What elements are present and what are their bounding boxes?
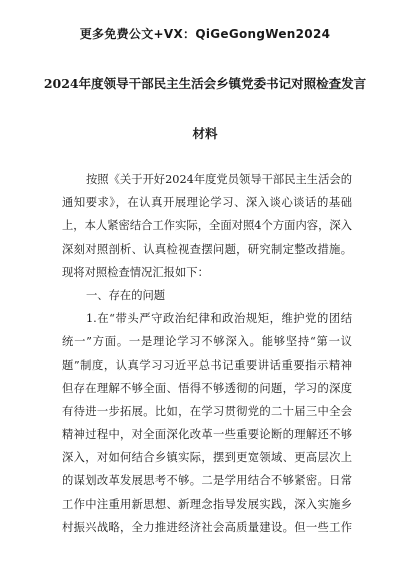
section-heading: 一、存在的问题 [86, 288, 166, 302]
body-line: 深刻对照剖析、认真检视查摆问题，研究制定整改措施。 [62, 242, 352, 256]
body-line: 精神过程中，对全面深化改革一些重要论断的理解还不够 [62, 428, 352, 442]
body-line: 村振兴战略，全力推进经济社会高质量建设。但一些工作 [62, 520, 352, 534]
body-line: 统一”方面。一是理论学习不够深入。能够坚持“第一议 [62, 335, 352, 349]
body-line: 通知要求》，在认真开展理论学习、深入谈心谈话的基础 [62, 196, 352, 210]
document-body [62, 168, 352, 539]
body-line: 有待进一步拓展。比如，在学习贯彻党的二十届三中全会 [62, 404, 352, 418]
document-title-line-2: 材料 [192, 126, 218, 141]
document-title-line-1: 2024年度领导干部民主生活会乡镇党委书记对照检查发言 [43, 76, 367, 91]
body-line: 1.在“带头严守政治纪律和政治规矩，维护党的团结 [86, 312, 352, 326]
body-line: 按照《关于开好2024年度党员领导干部民主生活会的 [86, 173, 352, 186]
body-line: 但存在理解不够全面、悟得不够透彻的问题，学习的深度 [62, 381, 352, 395]
body-line: 的谋划改革发展思考不够。二是学用结合不够紧密。日常 [62, 474, 352, 488]
watermark-header: 更多免费公文+VX：QiGeGongWen2024 [79, 27, 331, 41]
body-line: 上，本人紧密结合工作实际，全面对照4个方面内容，深入 [62, 219, 352, 233]
body-line: 题”制度，认真学习习近平总书记重要讲话重要指示精神 [62, 358, 352, 372]
body-line: 工作中注重用新思想、新理念指导发展实践，深入实施乡 [62, 497, 352, 511]
body-line: 现将对照检查情况汇报如下： [62, 265, 209, 279]
body-line: 深入，对如何结合乡镇实际，摆到更宽领域、更高层次上 [62, 451, 352, 465]
